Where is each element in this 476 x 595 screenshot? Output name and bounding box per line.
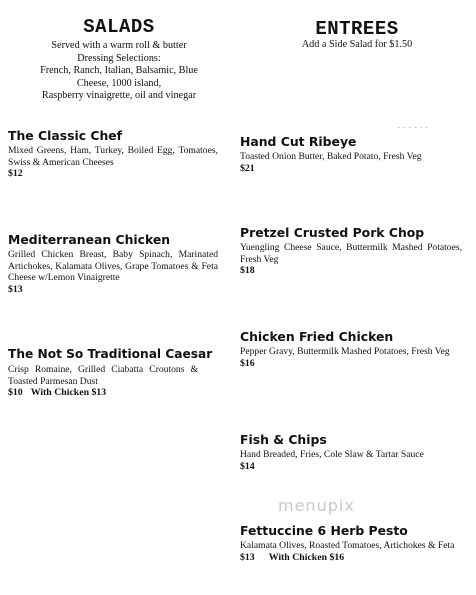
item-price: [240, 461, 466, 473]
item-name: Pretzel Crusted Pork Chop: [240, 225, 425, 240]
watermark: menupix: [278, 496, 355, 515]
menu-item-fish-chips: [240, 432, 466, 473]
menu-item-fettuccine: [240, 523, 462, 564]
salads-note-line: French, Ranch, Italian, Balsamic, Blue: [40, 65, 198, 77]
price-value: $10: [8, 387, 23, 399]
item-description: Hand Breaded, Fries, Cole Slaw & Tartar Sauce: [240, 449, 424, 460]
item-price: [8, 387, 218, 399]
item-description: Kalamata Olives, Roasted Tomatoes, Artichokes & Feta: [240, 540, 455, 551]
item-name: The Classic Chef: [8, 128, 123, 143]
salads-note-line: Served with a warm roll & butter: [51, 40, 187, 51]
item-name: Mediterranean Chicken: [8, 232, 171, 247]
item-description: Grilled Chicken Breast, Baby Spinach, Marinated Artichokes, Kalamata Olives, Grape Tomatoes & Feta Cheese w/Lemon Vinaigrette: [8, 249, 218, 284]
menu-item-chicken-fried-chicken: [240, 329, 462, 370]
salads-note-line: Dressing Selections:: [77, 52, 161, 64]
item-price: [240, 552, 462, 564]
price-value: $12: [8, 168, 23, 180]
item-price: [8, 284, 218, 296]
item-price: [240, 265, 462, 277]
price-value: $13: [240, 551, 255, 563]
item-name: Fish & Chips: [240, 432, 327, 447]
item-name: The Not So Traditional Caesar: [8, 347, 213, 361]
salads-note: [0, 40, 238, 103]
item-name: Chicken Fried Chicken: [240, 329, 394, 344]
item-price: [240, 163, 464, 175]
item-description: Yuengling Cheese Sauce, Buttermilk Mashed Potatoes, Fresh Veg: [240, 242, 462, 265]
menu-item-caesar: [8, 347, 218, 399]
salads-heading: SALADS: [83, 16, 155, 38]
price-extra: With Chicken $13: [30, 387, 107, 399]
item-description: Pepper Gravy, Buttermilk Mashed Potatoes, Fresh Veg: [240, 346, 450, 357]
decorative-dots: - - - - - -: [398, 125, 429, 131]
entrees-heading: ENTREES: [315, 18, 399, 40]
price-value: $13: [8, 283, 23, 295]
menu-item-pork-chop: [240, 225, 462, 277]
salads-note-line: Cheese, 1000 island,: [76, 77, 162, 89]
menu-item-mediterranean-chicken: [8, 232, 218, 296]
item-price: [240, 358, 462, 370]
menu-item-ribeye: [240, 134, 464, 175]
entrees-note: [238, 39, 476, 52]
price-value: $21: [240, 162, 255, 174]
entrees-note-line: Add a Side Salad for $1.50: [301, 39, 413, 50]
item-description: Toasted Onion Butter, Baked Potato, Fresh Veg: [240, 151, 422, 162]
price-value: $18: [240, 265, 255, 277]
item-name: Hand Cut Ribeye: [240, 134, 357, 149]
price-extra: With Chicken $16: [268, 551, 345, 563]
item-name: Fettuccine 6 Herb Pesto: [240, 523, 408, 538]
menu-item-classic-chef: [8, 128, 218, 180]
item-price: [8, 168, 218, 180]
item-description: Crisp Romaine, Grilled Ciabatta Croutons & Toasted Parmesan Dust: [8, 364, 198, 387]
salads-note-line: Raspberry vinaigrette, oil and vinegar: [41, 90, 197, 102]
item-description: Mixed Greens, Ham, Turkey, Boiled Egg, Tomatoes, Swiss & American Cheeses: [8, 145, 218, 168]
price-value: $14: [240, 460, 255, 472]
price-value: $16: [240, 357, 255, 369]
